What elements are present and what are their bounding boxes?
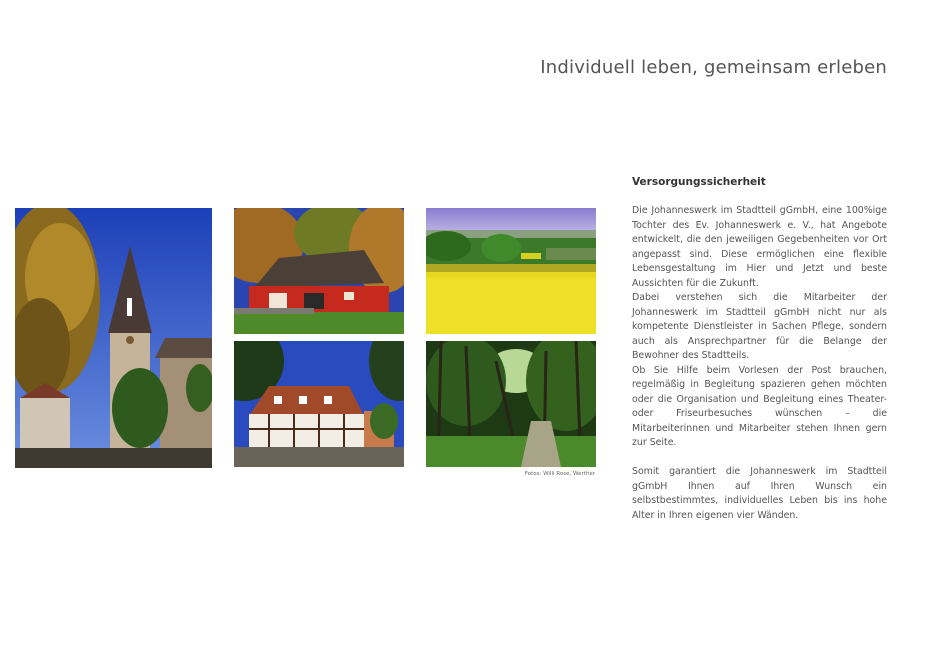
half-timbered-house-photo xyxy=(234,341,404,467)
paragraph: Ob Sie Hilfe beim Vorlesen der Post brauchen, regelmäßig in Begleitung spazieren gehen möchten oder die Organisation und Begleitung eines Theater- oder Friseurbesuches wünschen – die Mitarbeiterinnen und Mitarbeiter stehen Ihnen gern zur Seite. xyxy=(632,364,887,448)
photo-credit: Fotos: Willi Rose, Werther xyxy=(524,471,595,477)
paragraph: Die Johanneswerk im Stadtteil gGmbH, eine 100%ige Tochter des Ev. Johanneswerk e. V., hat Angebote entwickelt, die den jeweiligen Gegebenheiten vor Ort angepasst sind. Diese ermöglichen eine flexible Lebensgestaltung im Hier und Jetzt und beste Aussichten für die Zukunft. xyxy=(632,205,887,289)
page-tagline: Individuell leben, gemeinsam erleben xyxy=(540,57,887,78)
section-title: Versorgungssicherheit xyxy=(632,176,766,188)
paragraph: Somit garantiert die Johanneswerk im Stadtteil gGmbH Ihnen auf Ihren Wunsch ein selbstbestimmtes, individuelles Leben bis ins hohe Alter in Ihren eigenen vier Wänden. xyxy=(632,466,887,521)
article xyxy=(632,176,887,523)
forest-path-photo xyxy=(426,341,596,467)
paragraph: Dabei verstehen sich die Mitarbeiter der Johanneswerk im Stadtteil gGmbH nicht nur als kompetente Dienstleister in Sachen Pflege, sondern auch als Ansprechpartner für die Belange der Bewohner des Stadtteils. xyxy=(632,292,887,361)
rapeseed-field-photo xyxy=(426,208,596,334)
church-photo xyxy=(15,208,212,468)
red-house-photo xyxy=(234,208,404,334)
